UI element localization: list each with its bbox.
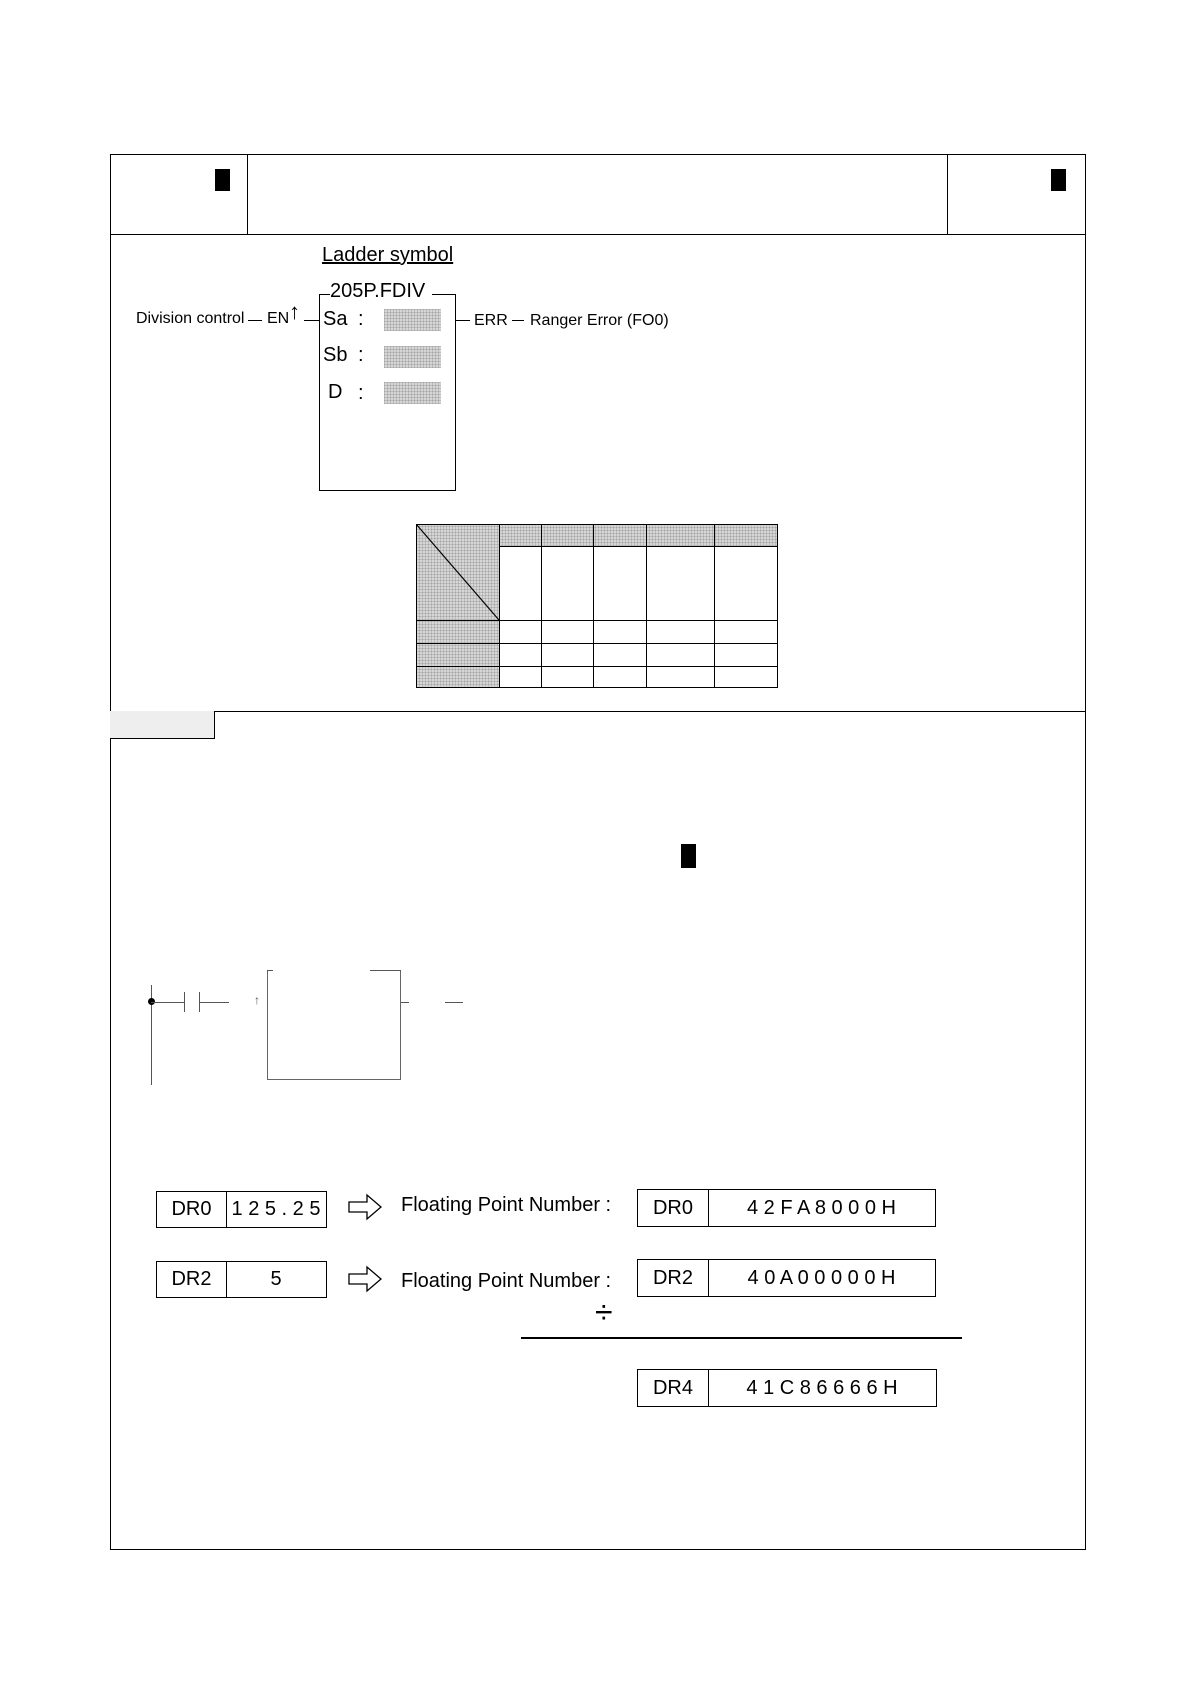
en-wire <box>304 320 319 321</box>
err-dash <box>512 320 524 321</box>
example-block <box>267 970 401 1080</box>
table-col-line-2 <box>541 524 542 688</box>
section-tab <box>110 711 215 739</box>
header-left-divider <box>247 154 248 234</box>
src-reg-dr2: DR2 <box>156 1261 227 1298</box>
colon-sb: : <box>358 344 364 366</box>
src-value-dr0: 1 2 5 . 2 5 <box>226 1191 327 1228</box>
result-hex-dr4: 4 1 C 8 6 6 6 6 H <box>708 1369 937 1407</box>
operand-sa: Sa <box>323 308 348 330</box>
en-label: EN <box>267 310 290 327</box>
operand-d: D <box>328 381 343 403</box>
operand-d-field[interactable] <box>384 382 441 404</box>
edge-icon: ↑ <box>254 993 260 1007</box>
operand-sb-field[interactable] <box>384 346 441 368</box>
table-col-line-5 <box>714 524 715 688</box>
rung-wire-2 <box>199 1002 229 1003</box>
operand-sb: Sb <box>323 344 348 366</box>
divide-icon: ÷ <box>595 1294 613 1330</box>
result-reg-dr4: DR4 <box>637 1369 709 1407</box>
table-col-line-3 <box>593 524 594 688</box>
err-label: ERR <box>474 312 508 329</box>
header-right-divider <box>947 154 948 234</box>
input-wire <box>248 320 262 321</box>
colon-sa: : <box>358 308 364 330</box>
dest-reg-dr2: DR2 <box>637 1259 709 1297</box>
dest-hex-dr0: 4 2 F A 8 0 0 0 H <box>708 1189 936 1227</box>
block-top-left <box>319 294 330 295</box>
table-outline <box>416 524 778 688</box>
contact-left <box>184 992 185 1012</box>
example-block-top-left <box>267 970 273 971</box>
page-frame <box>110 154 1086 1550</box>
ladder-title: Ladder symbol <box>322 244 454 266</box>
rising-edge-icon: ↑ <box>289 299 300 324</box>
header-right-mark <box>1051 169 1066 191</box>
table-row-line-3 <box>416 666 778 667</box>
table-col-line-1 <box>499 524 500 688</box>
err-wire <box>456 320 470 321</box>
section-mark <box>681 844 696 868</box>
section-divider <box>110 711 1086 712</box>
example-out-wire <box>401 1002 409 1003</box>
src-reg-dr0: DR0 <box>156 1191 227 1228</box>
fp-label-1: Floating Point Number : <box>401 1194 612 1216</box>
function-name: 205P.FDIV <box>330 280 426 302</box>
result-rule <box>521 1337 962 1339</box>
block-top-right <box>432 294 456 295</box>
colon-d: : <box>358 382 364 404</box>
table-row-line-1 <box>416 620 778 621</box>
example-out-dash <box>445 1002 463 1003</box>
table-col-line-4 <box>646 524 647 688</box>
example-block-top-right <box>370 970 401 971</box>
header-divider <box>110 234 1086 235</box>
right-arrow-icon <box>347 1192 383 1222</box>
dest-hex-dr2: 4 0 A 0 0 0 0 0 H <box>708 1259 936 1297</box>
err-description: Ranger Error (FO0) <box>530 312 669 329</box>
rung-wire-1 <box>151 1002 184 1003</box>
right-arrow-icon <box>347 1264 383 1294</box>
operand-sa-field[interactable] <box>384 309 441 331</box>
dest-reg-dr0: DR0 <box>637 1189 709 1227</box>
header-left-mark <box>215 169 230 191</box>
division-control-label: Division control <box>136 310 245 327</box>
src-value-dr2: 5 <box>226 1261 327 1298</box>
table-row-line-2 <box>416 643 778 644</box>
fp-label-2: Floating Point Number : <box>401 1270 612 1292</box>
